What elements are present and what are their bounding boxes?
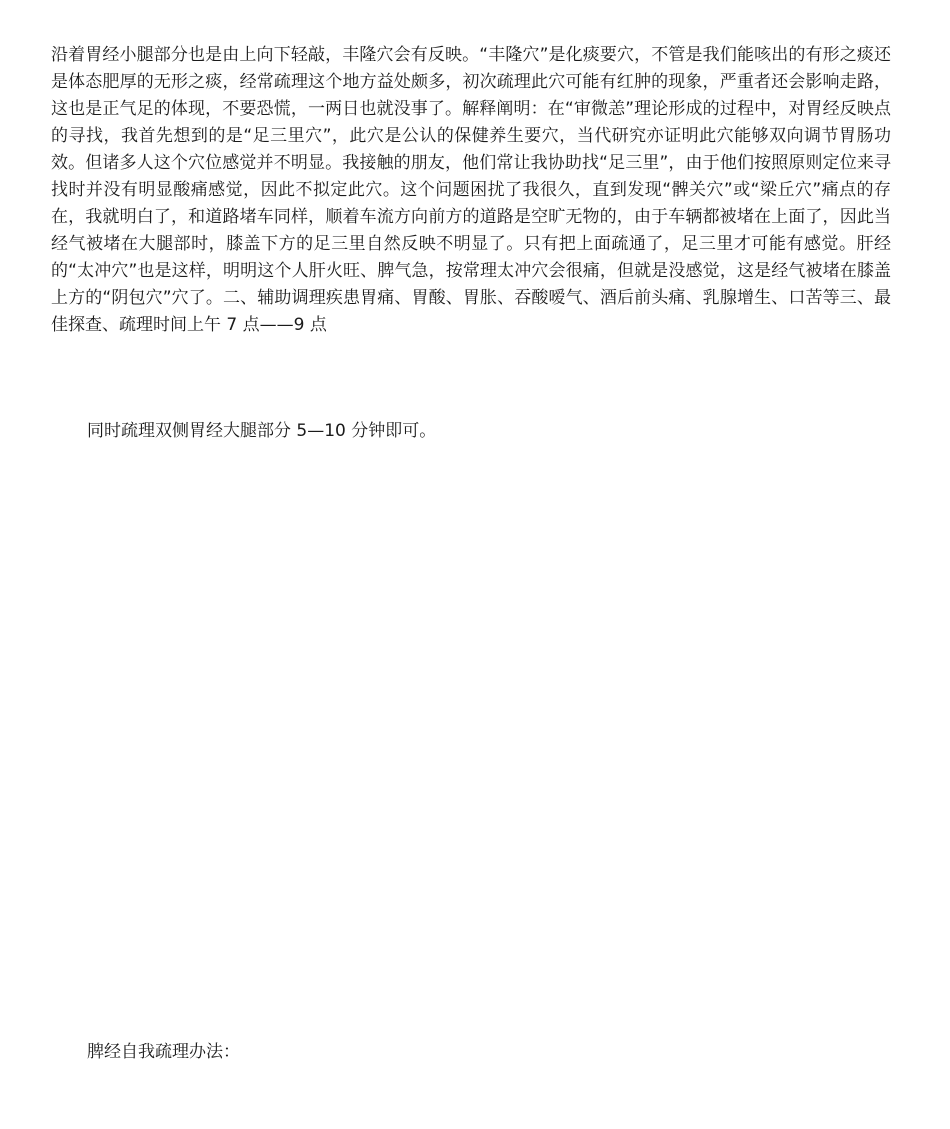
section-heading-spleen-meridian: 脾经自我疏理办法：: [87, 1042, 240, 1062]
body-paragraph-stomach-meridian: 沿着胃经小腿部分也是由上向下轻敲，丰隆穴会有反映。“丰隆穴”是化痰要穴，不管是我们能咳出的有形之痰还是体态肥厚的无形之痰，经常疏理这个地方益处颇多，初次疏理此穴可能有红肿的现象，严重者还会影响走路，这也是正气足的体现，不要恐慌，一两日也就没事了。解释阐明：在“审微恙”理论形成的过程中，对胃经反映点的寻找，我首先想到的是“足三里穴”，此穴是公认的保健养生要穴，当代研究亦证明此穴能够双向调节胃肠功效。但诸多人这个穴位感觉并不明显。我接触的朋友，他们常让我协助找“足三里”，由于他们按照原则定位来寻找时并没有明显酸痛感觉，因此不拟定此穴。这个问题困扰了我很久，直到发现“髀关穴”或“梁丘穴”痛点的存在，我就明白了，和道路堵车同样，顺着车流方向前方的道路是空旷无物的，由于车辆都被堵在上面了，因此当经气被堵在大腿部时，膝盖下方的足三里自然反映不明显了。只有把上面疏通了，足三里才可能有感觉。肝经的“太冲穴”也是这样，明明这个人肝火旺、脾气急，按常理太冲穴会很痛，但就是没感觉，这是经气被堵在膝盖上方的“阴包穴”穴了。二、辅助调理疾患胃痛、胃酸、胃胀、吞酸嗳气、酒后前头痛、乳腺增生、口苦等三、最佳探查、疏理时间上午 7 点——9 点: [51, 45, 891, 335]
body-paragraph-thigh-massage: 同时疏理双侧胃经大腿部分 5—10 分钟即可。: [87, 421, 437, 441]
